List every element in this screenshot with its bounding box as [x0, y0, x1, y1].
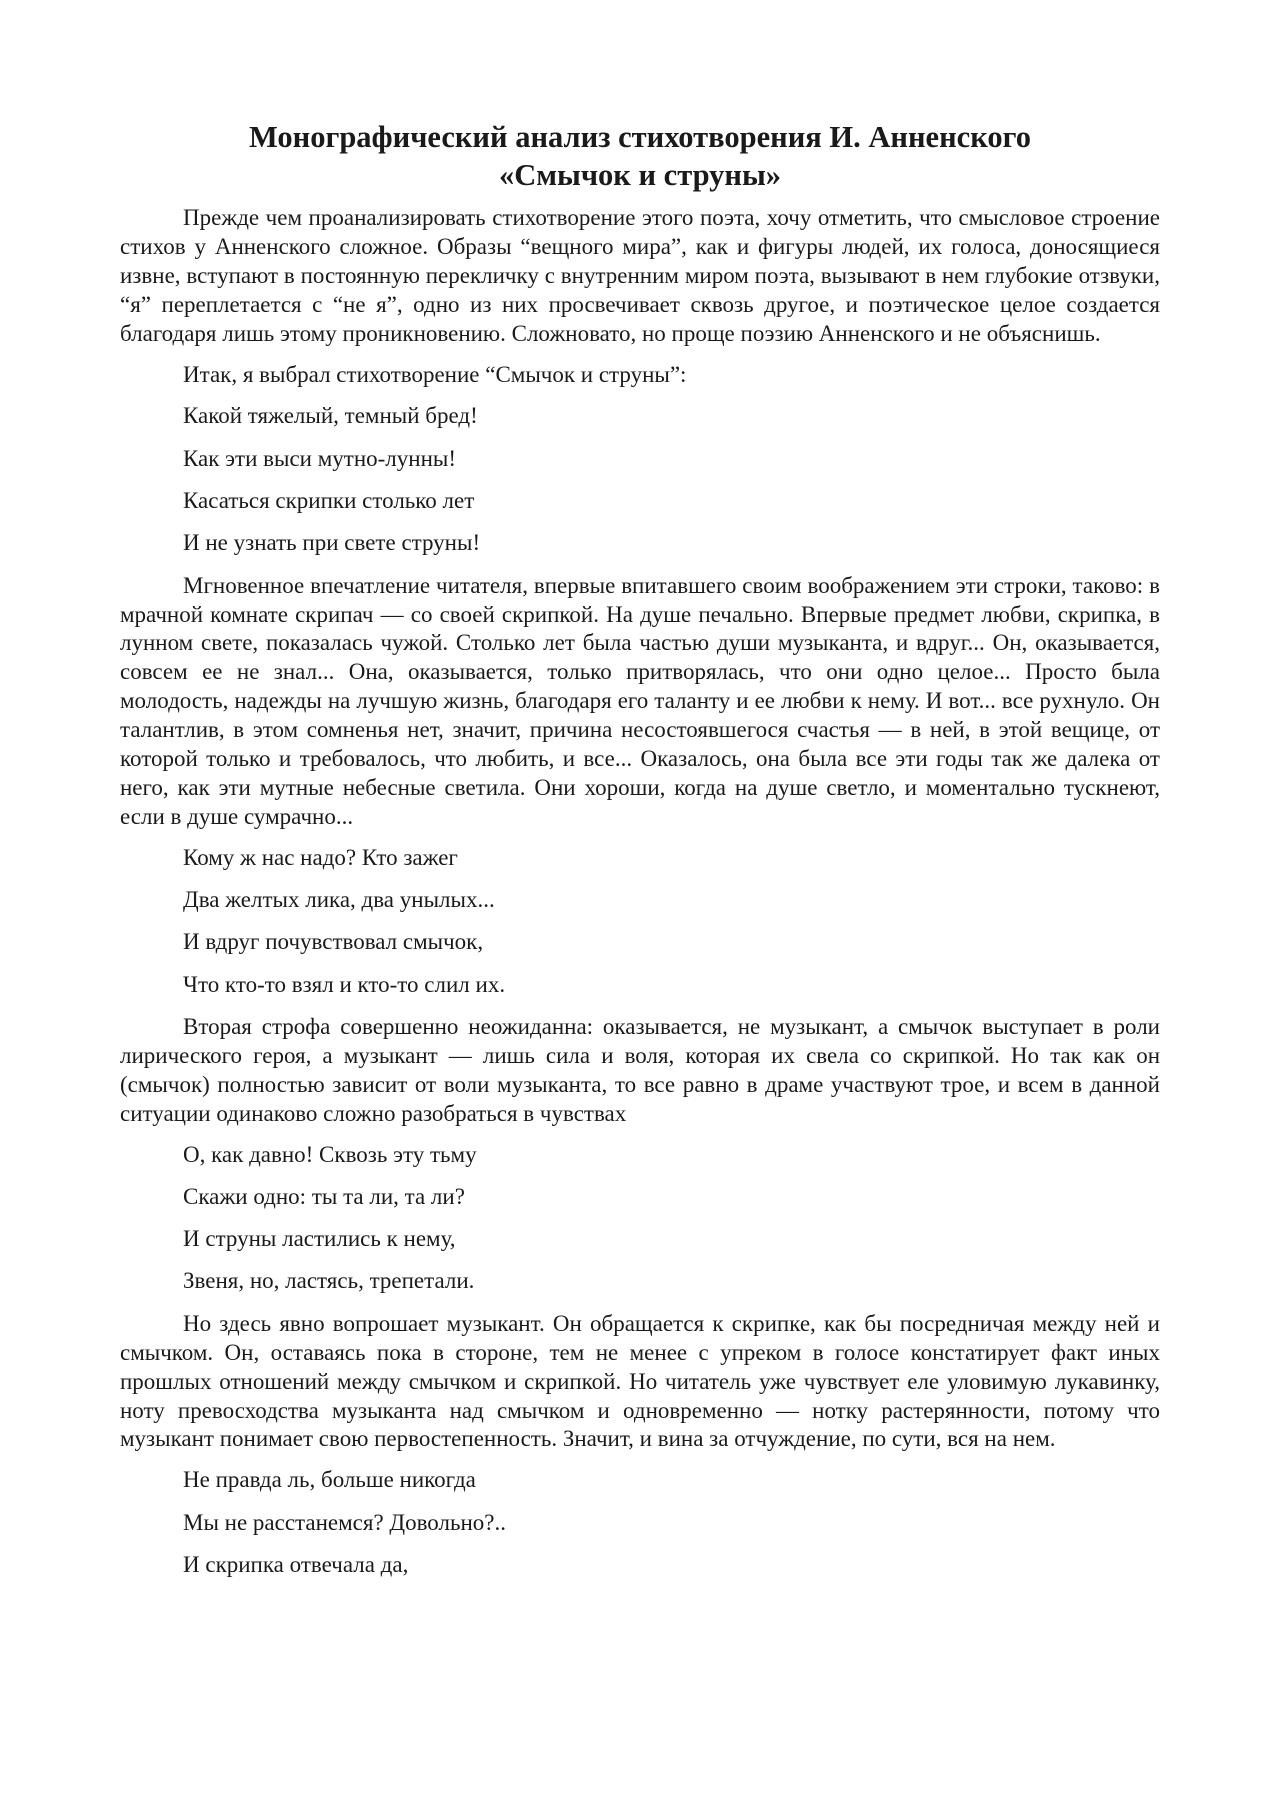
verse-line: Звеня, но, ластясь, трепетали. [183, 1268, 475, 1294]
title-line-1: Монографический анализ стихотворения И. Анненского [249, 120, 1031, 154]
verse-line: И струны ластились к нему, [183, 1226, 456, 1252]
document-page [120, 118, 1160, 1593]
verse-line: Мы не расстанемся? Довольно?.. [183, 1509, 506, 1535]
verse-line: И вдруг почувствовал смычок, [183, 929, 484, 955]
verse-line: Что кто-то взял и кто-то слил их. [183, 971, 506, 997]
stanza-4 [120, 1466, 1160, 1580]
paragraph-intro: Прежде чем проанализировать стихотворение этого поэта, хочу отметить, что смысловое строение стихов у Анненского сложное. Образы “вещного мира”, как и фигуры людей, их голоса, доносящиеся извне, вступают в постоянную перекличку с внутренним миром поэта, вызывают в нем глубокие отзвуки, “я” переплетается с “не я”, одно из них просвечивает сквозь другое, и поэтическое целое создается благодаря лишь этому проникновению. Сложновато, но проще поэзию Анненского и не объяснишь. [120, 205, 1160, 346]
title-line-2: «Смычок и струны» [498, 158, 782, 192]
paragraph-poem-choice: Итак, я выбрал стихотворение “Смычок и струны”: [183, 361, 687, 387]
verse-line: Кому ж нас надо? Кто зажег [183, 844, 458, 870]
verse-line: Касаться скрипки столько лет [183, 488, 475, 514]
verse-line: Два желтых лика, два унылых... [183, 887, 495, 913]
verse-line: Скажи одно: ты та ли, та ли? [183, 1183, 465, 1209]
verse-line: И не узнать при свете струны! [183, 530, 481, 556]
stanza-2 [120, 844, 1160, 1000]
paragraph-first-impression: Мгновенное впечатление читателя, впервые впитавшего своим воображением эти строки, таково: в мрачной комнате скрипач — со своей скрипкой. На душе печально. Впервые предмет любви, скрипка, в лунном свете, показалась чужой. Столько лет была частью души музыканта, и вдруг... Он, оказывается, совсем ее не знал... Она, оказывается, только притворялась, что они одно целое... Просто была молодость, надежды на лучшую жизнь, благодаря его таланту и ее любви к нему. И вот... все рухнуло. Он талантлив, в этом сомненья нет, значит, причина несостоявшегося счастья — в ней, в этой вещице, от которой только и требовалось, что любить, и все... Оказалось, она была все эти годы так же далека от него, как эти мутные небесные светила. Они хороши, когда на душе светло, и моментально тускнеют, если в душе сумрачно... [120, 572, 1160, 829]
paragraph-third-stanza: Но здесь явно вопрошает музыкант. Он обращается к скрипке, как бы посредничая между ней и смычком. Он, оставаясь пока в стороне, тем не менее с упреком в голосе констатирует факт иных прошлых отношений между смычком и скрипкой. Но читатель уже чувствует еле уловимую лукавинку, ноту превосходства музыканта над смычком и одновременно — нотку растерянности, потому что музыкант понимает свою первостепенность. Значит, и вина за отчуждение, по сути, вся на нем. [120, 1310, 1160, 1452]
verse-line: Какой тяжелый, темный бред! [183, 403, 478, 429]
verse-line: О, как давно! Сквозь эту тьму [183, 1141, 477, 1167]
stanza-3 [120, 1141, 1160, 1297]
verse-line: Как эти выси мутно-лунны! [183, 445, 457, 471]
verse-line: Не правда ль, больше никогда [183, 1467, 476, 1493]
document-title [120, 118, 1160, 194]
stanza-1 [120, 402, 1160, 558]
verse-line: И скрипка отвечала да, [183, 1551, 409, 1577]
paragraph-second-stanza: Вторая строфа совершенно неожиданна: оказывается, не музыкант, а смычок выступает в роли лирического героя, а музыкант — лишь сила и воля, которая их свела со скрипкой. Но так как он (смычок) полностью зависит от воли музыканта, то все равно в драме участвуют трое, и всем в данной ситуации одинаково сложно разобраться в чувствах [120, 1013, 1160, 1126]
